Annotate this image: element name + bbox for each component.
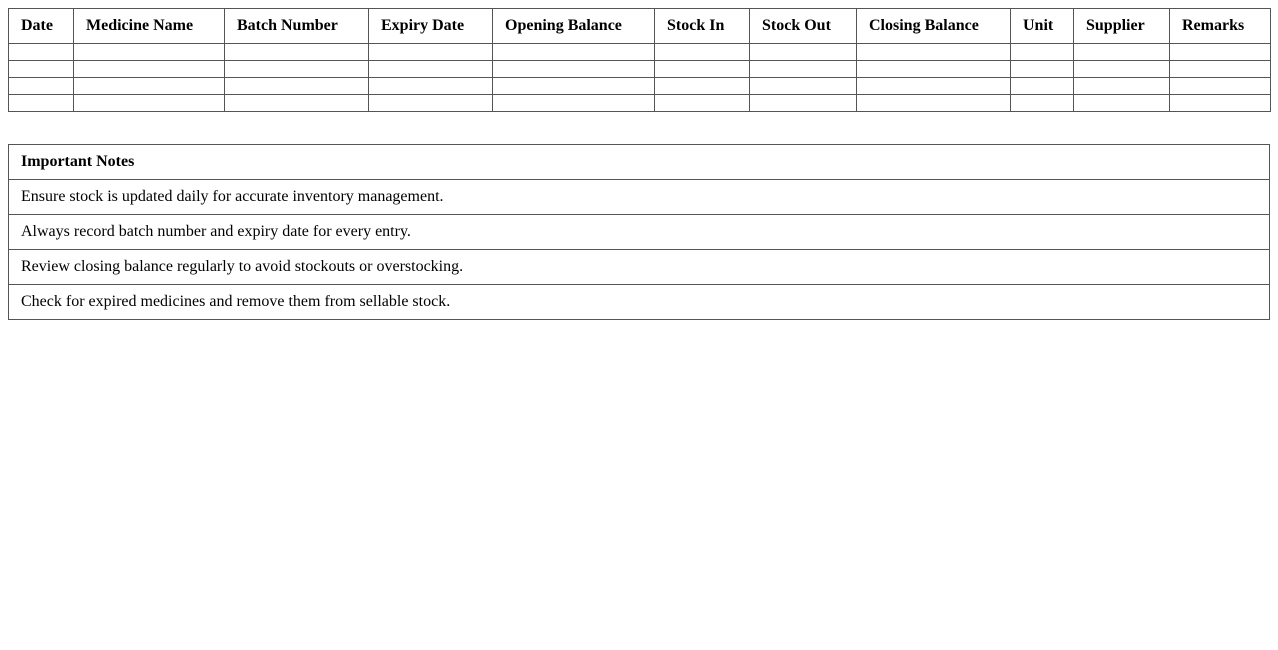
column-header-supplier: Supplier	[1074, 9, 1170, 44]
table-cell[interactable]	[857, 44, 1011, 61]
table-cell[interactable]	[225, 44, 369, 61]
column-header-expiry-date: Expiry Date	[369, 9, 493, 44]
table-row	[9, 95, 1271, 112]
table-cell[interactable]	[655, 78, 750, 95]
table-cell[interactable]	[369, 95, 493, 112]
table-cell[interactable]	[1074, 95, 1170, 112]
medicine-stock-table	[8, 8, 1271, 112]
table-cell[interactable]	[493, 95, 655, 112]
table-cell[interactable]	[74, 61, 225, 78]
table-cell[interactable]	[750, 44, 857, 61]
table-cell[interactable]	[857, 78, 1011, 95]
table-cell[interactable]	[1011, 61, 1074, 78]
table-row	[9, 61, 1271, 78]
column-header-opening-balance: Opening Balance	[493, 9, 655, 44]
table-cell[interactable]	[74, 78, 225, 95]
column-header-date: Date	[9, 9, 74, 44]
column-header-stock-out: Stock Out	[750, 9, 857, 44]
column-header-remarks: Remarks	[1170, 9, 1271, 44]
note-row	[9, 250, 1270, 285]
table-cell[interactable]	[1011, 78, 1074, 95]
table-cell[interactable]	[74, 95, 225, 112]
table-cell[interactable]	[1074, 78, 1170, 95]
table-cell[interactable]	[1074, 44, 1170, 61]
table-cell[interactable]	[655, 95, 750, 112]
table-cell[interactable]	[369, 44, 493, 61]
table-cell[interactable]	[1170, 61, 1271, 78]
table-cell[interactable]	[225, 95, 369, 112]
table-cell[interactable]	[1011, 95, 1074, 112]
table-cell[interactable]	[493, 61, 655, 78]
table-cell[interactable]	[1011, 44, 1074, 61]
notes-title: Important Notes	[9, 145, 1270, 180]
table-cell[interactable]	[369, 78, 493, 95]
note-item: Always record batch number and expiry date for every entry.	[9, 215, 1270, 250]
column-header-closing-balance: Closing Balance	[857, 9, 1011, 44]
table-cell[interactable]	[750, 61, 857, 78]
column-header-stock-in: Stock In	[655, 9, 750, 44]
column-header-unit: Unit	[1011, 9, 1074, 44]
table-cell[interactable]	[225, 78, 369, 95]
table-row	[9, 78, 1271, 95]
table-cell[interactable]	[225, 61, 369, 78]
note-row	[9, 285, 1270, 320]
note-row	[9, 215, 1270, 250]
table-cell[interactable]	[74, 44, 225, 61]
table-cell[interactable]	[9, 44, 74, 61]
important-notes-table	[8, 144, 1270, 320]
table-cell[interactable]	[655, 61, 750, 78]
table-cell[interactable]	[1170, 44, 1271, 61]
table-cell[interactable]	[9, 61, 74, 78]
notes-header-row	[9, 145, 1270, 180]
table-cell[interactable]	[369, 61, 493, 78]
table-cell[interactable]	[857, 61, 1011, 78]
note-row	[9, 180, 1270, 215]
table-body	[9, 44, 1271, 112]
table-cell[interactable]	[655, 44, 750, 61]
table-cell[interactable]	[750, 78, 857, 95]
table-cell[interactable]	[750, 95, 857, 112]
table-cell[interactable]	[493, 44, 655, 61]
column-header-batch-number: Batch Number	[225, 9, 369, 44]
table-cell[interactable]	[1170, 95, 1271, 112]
table-row	[9, 44, 1271, 61]
table-header-row	[9, 9, 1271, 44]
table-cell[interactable]	[1170, 78, 1271, 95]
table-cell[interactable]	[857, 95, 1011, 112]
column-header-medicine-name: Medicine Name	[74, 9, 225, 44]
note-item: Review closing balance regularly to avoid stockouts or overstocking.	[9, 250, 1270, 285]
table-cell[interactable]	[1074, 61, 1170, 78]
table-cell[interactable]	[493, 78, 655, 95]
note-item: Check for expired medicines and remove them from sellable stock.	[9, 285, 1270, 320]
table-cell[interactable]	[9, 78, 74, 95]
table-cell[interactable]	[9, 95, 74, 112]
note-item: Ensure stock is updated daily for accurate inventory management.	[9, 180, 1270, 215]
